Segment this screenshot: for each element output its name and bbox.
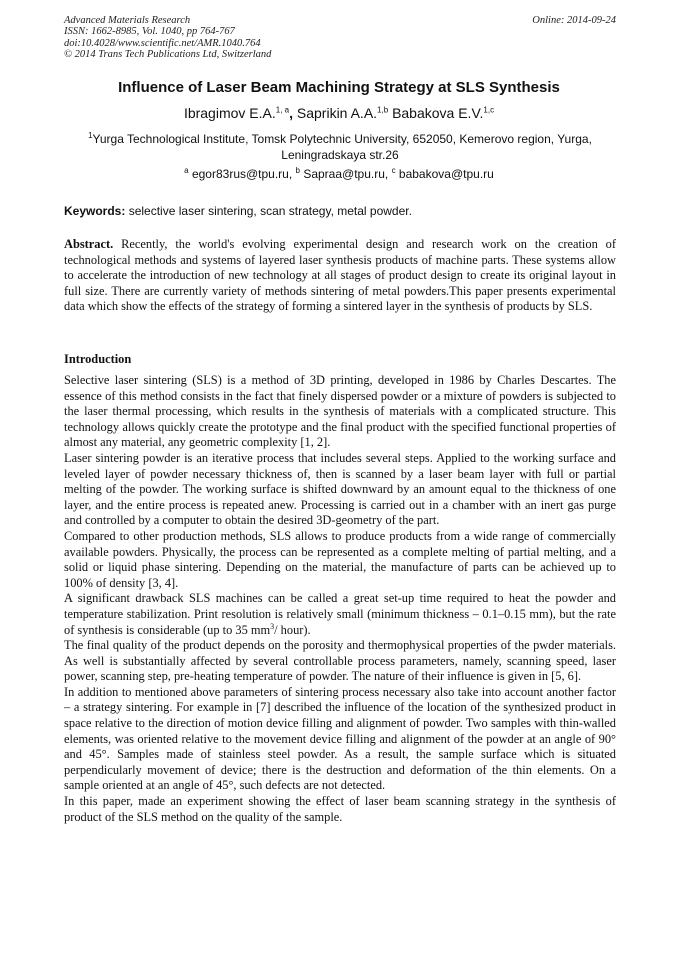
- author-name: Ibragimov E.A.: [183, 105, 276, 121]
- email-list: $^a$ egor83rus@tpu.ru, $^b$ Sapraa@tpu.ru, $^c$ babakova@tpu.ru: [184, 166, 494, 181]
- keywords-label: Keywords:: [64, 204, 126, 218]
- journal-name: Advanced Materials Research: [64, 15, 191, 26]
- author-list: Ibragimov E.A.$^{1, a}$, Saprikin A.A.$^{1,b}$ Babakova E.V.$^{1,c}$: [183, 105, 495, 121]
- author-sup: 1, a: [275, 105, 290, 115]
- paragraph: In this paper, made an experiment showing the effect of laser beam scanning strategy in the synthesis of product of the SLS method on the quality of the sample.: [64, 794, 616, 824]
- email-sup: a: [184, 166, 189, 175]
- paragraph: In addition to mentioned above parameters of sintering process necessary also take into account another factor – a strategy sintering. For example in [7] described the influence of the location of the synthesized product in space relative to the direction of motion device filling and alignment of powder. Two samples with thin-walled elements, was oriented relative to the movement device filling and alignment of the powder at an angle of 90° and 45°. Samples made of stainless steel powder. As a result, the sample surface which is situated perpendicularly movement of device; there is the destruction and deformation of the thin elements. On a sample oriented at an angle of 45°, such defects are not detected.: [64, 684, 616, 793]
- paragraph: Compared to other production methods, SLS allows to produce products from a wide range of commercially available powders. Physically, the process can be represented as a complete melting of partial melting, and a solid or liquid phase sintering. Depending on the material, the manufacture of parts can be achieved up to 100% of density [3, 4].: [64, 528, 616, 590]
- affiliation-text: Yurga Technological Institute, Tomsk Polytechnic University, 652050, Kemerovo region, Yurga, Leningradskaya str.26: [92, 132, 592, 162]
- author-sup: 1,c: [483, 105, 495, 115]
- paragraph: Selective laser sintering (SLS) is a method of 3D printing, developed in 1986 by Charles Descartes. The essence of this method consists in the fact that finely dispersed powder or a mixture of powders is subjected to the laser thermal processing, which results in the synthesis of materials with a complicated structure. This technology allows quickly create the prototype and the final product with the specified functional properties of almost any material, any geometric complexity [1, 2].: [64, 373, 616, 450]
- email-link[interactable]: babakova@tpu.ru: [398, 167, 494, 181]
- paragraph: [64, 591, 616, 638]
- journal-header: [64, 15, 616, 60]
- issn-line: ISSN: 1662-8985, Vol. 1040, pp 764-767: [64, 26, 235, 38]
- paragraph-text: A significant drawback SLS machines can be called a great set-up time required to heat the powder and temperature stabilization. Print resolution is relatively small (minimum thickness – 0.1–0.15 mm), but the rate of synthesis is considerable (up to 35 mm: [64, 591, 616, 637]
- introduction-body: [64, 373, 616, 825]
- author-name: Babakova E.V.: [392, 105, 484, 121]
- keywords: [64, 203, 616, 219]
- author-name: Saprikin A.A.: [296, 105, 378, 121]
- abstract-label: Abstract.: [64, 237, 114, 251]
- author-sup: 1,b: [377, 105, 389, 115]
- copyright-line: © 2014 Trans Tech Publications Ltd, Switzerland: [64, 48, 272, 60]
- doi-line: doi:10.4028/www.scientific.net/AMR.1040.764: [64, 37, 261, 49]
- paragraph: The final quality of the product depends on the porosity and thermophysical properties of the pwder materials. As well is substantially affected by several controllable process parameters, namely, scanning speed, laser power, scanning step, pre-heating temperature of powder. The nature of their influence is given in [5, 6].: [64, 638, 616, 684]
- email-sup: b: [295, 166, 300, 175]
- email-link[interactable]: egor83rus@tpu.ru: [191, 167, 289, 181]
- abstract: [64, 237, 616, 315]
- paper-title: Influence of Laser Beam Machining Strategy at SLS Synthesis: [118, 79, 560, 96]
- email-link[interactable]: Sapraa@tpu.ru: [303, 167, 385, 181]
- affiliation-sup: 1: [88, 131, 93, 140]
- email-sup: c: [391, 166, 396, 175]
- online-date: Online: 2014-09-24: [532, 15, 616, 26]
- paragraph: Laser sintering powder is an iterative process that includes several steps. Applied to the working surface and leveled layer of powder necessary thickness of, then is scanned by a laser beam layer with full or partial melting of the powder. The working surface is shifted downward by an amount equal to the thickness of one layer, and the entire process is repeated anew. Processing is carried out in a chamber with an inert gas purge and controlled by a computer to obtain the desired 3D-geometry of the part.: [64, 450, 616, 528]
- section-heading-introduction: Introduction: [64, 352, 132, 366]
- abstract-text: Recently, the world's evolving experimental design and research work on the creation of technological methods and systems of layered laser synthesis products of machine parts. These systems allow to accelerate the introduction of new technology at all stages of product design to create its original layout in full size. There are currently variety of methods sintering of metal powders.This paper presents experimental data which show the effects of the strategy of forming a sintered layer in the synthesis of products by SLS.: [64, 237, 616, 314]
- paragraph-text: / hour).: [274, 622, 311, 637]
- keywords-text: selective laser sintering, scan strategy, metal powder.: [128, 204, 412, 218]
- superscript: 3: [270, 621, 275, 631]
- affiliation: [64, 131, 616, 163]
